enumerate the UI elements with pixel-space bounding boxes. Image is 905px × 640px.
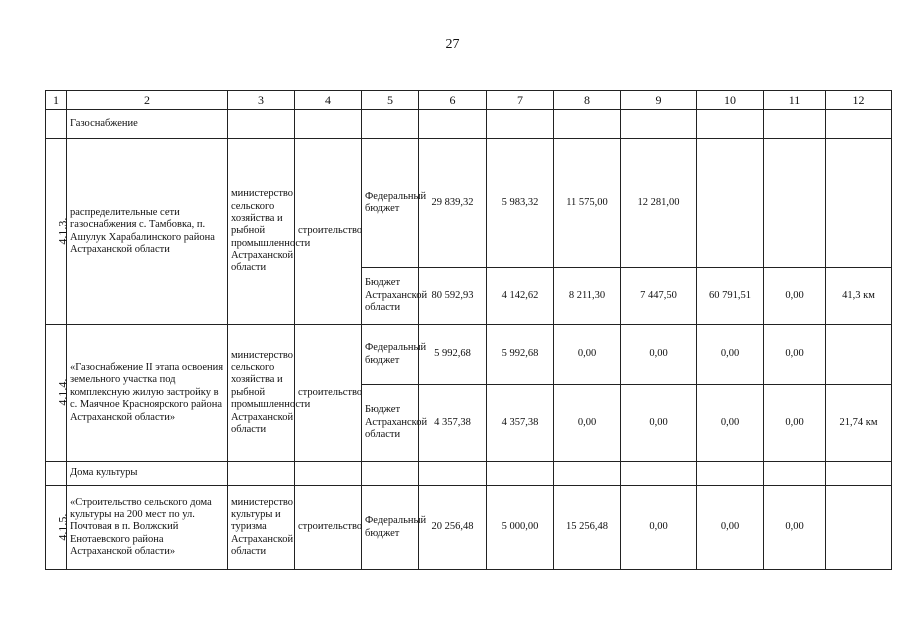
column-header: 12 (826, 91, 892, 110)
value-cell: 5 992,68 (419, 325, 487, 385)
work-type: строительство (295, 139, 362, 325)
value-cell: 5 983,32 (487, 139, 554, 268)
funding-source: Бюджет Астраханской области (362, 385, 419, 462)
funding-source: Бюджет Астраханской области (362, 268, 419, 325)
value-cell: 0,00 (554, 385, 621, 462)
section-row (46, 462, 892, 486)
table-row (46, 139, 892, 268)
responsible-ministry: министерство сельского хозяйства и рыбной промышленности Астраханской области (228, 325, 295, 462)
column-header: 1 (46, 91, 67, 110)
value-cell: 0,00 (697, 486, 764, 570)
column-header: 6 (419, 91, 487, 110)
funding-source: Федеральный бюджет (362, 325, 419, 385)
column-header: 2 (67, 91, 228, 110)
value-cell: 7 447,50 (621, 268, 697, 325)
value-cell: 5 000,00 (487, 486, 554, 570)
value-cell (826, 486, 892, 570)
page-number: 27 (445, 37, 460, 52)
row-id: 4.1.3. (46, 139, 67, 325)
column-header: 11 (764, 91, 826, 110)
work-type: строительство (295, 325, 362, 462)
column-header: 4 (295, 91, 362, 110)
value-cell: 4 357,38 (419, 385, 487, 462)
column-header: 9 (621, 91, 697, 110)
row-id: 4.1.5. (46, 486, 67, 570)
value-cell: 0,00 (621, 325, 697, 385)
program-table (45, 90, 892, 570)
value-cell (826, 325, 892, 385)
table-row (46, 486, 892, 570)
value-cell: 8 211,30 (554, 268, 621, 325)
work-type: строительство (295, 486, 362, 570)
value-cell (826, 139, 892, 268)
row-id: 4.1.4. (46, 325, 67, 462)
value-cell: 60 791,51 (697, 268, 764, 325)
value-cell: 11 575,00 (554, 139, 621, 268)
column-header: 7 (487, 91, 554, 110)
value-cell: 0,00 (764, 325, 826, 385)
column-header: 3 (228, 91, 295, 110)
section-row (46, 110, 892, 139)
value-cell: 41,3 км (826, 268, 892, 325)
column-header: 5 (362, 91, 419, 110)
value-cell: 5 992,68 (487, 325, 554, 385)
responsible-ministry: министерство культуры и туризма Астраханской области (228, 486, 295, 570)
header-row (46, 91, 892, 110)
column-header: 8 (554, 91, 621, 110)
value-cell: 20 256,48 (419, 486, 487, 570)
value-cell: 4 357,38 (487, 385, 554, 462)
value-cell: 0,00 (621, 385, 697, 462)
value-cell: 0,00 (764, 268, 826, 325)
value-cell: 15 256,48 (554, 486, 621, 570)
funding-source: Федеральный бюджет (362, 139, 419, 268)
value-cell: 0,00 (554, 325, 621, 385)
object-name: «Газоснабжение II этапа освоения земельного участка под комплексную жилую застройку в с. Маячное Красноярского района Астраханской области» (67, 325, 228, 462)
responsible-ministry: министерство сельского хозяйства и рыбной промышленности Астраханской области (228, 139, 295, 325)
value-cell: 0,00 (764, 486, 826, 570)
value-cell: 80 592,93 (419, 268, 487, 325)
value-cell: 0,00 (621, 486, 697, 570)
object-name: распределительные сети газоснабжения с. Тамбовка, п. Ашулук Харабалинского района Астраханской области (67, 139, 228, 325)
column-header: 10 (697, 91, 764, 110)
value-cell: 0,00 (697, 325, 764, 385)
value-cell: 4 142,62 (487, 268, 554, 325)
funding-source: Федеральный бюджет (362, 486, 419, 570)
value-cell: 12 281,00 (621, 139, 697, 268)
section-title: Дома культуры (67, 462, 228, 486)
value-cell: 29 839,32 (419, 139, 487, 268)
value-cell (764, 139, 826, 268)
value-cell: 0,00 (764, 385, 826, 462)
value-cell (697, 139, 764, 268)
value-cell: 0,00 (697, 385, 764, 462)
object-name: «Строительство сельского дома культуры на 200 мест по ул. Почтовая в п. Волжский Енотаевского района Астраханской области» (67, 486, 228, 570)
section-title: Газоснабжение (67, 110, 228, 139)
table-row (46, 325, 892, 385)
value-cell: 21,74 км (826, 385, 892, 462)
